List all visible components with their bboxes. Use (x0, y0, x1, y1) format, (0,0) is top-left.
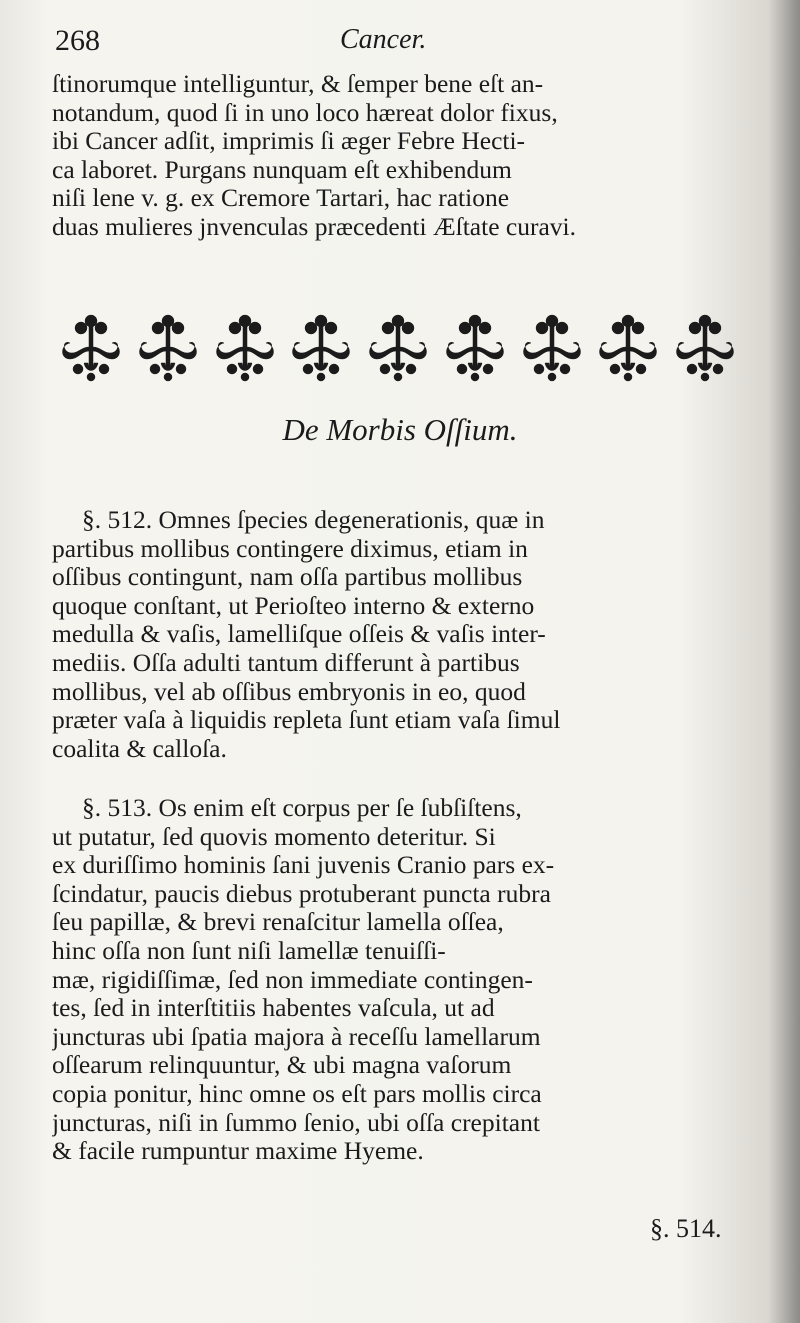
section-title: De Morbis Oſſium. (282, 412, 518, 447)
text-line: niſi lene v. g. ex Cremore Tartari, hac ratione (52, 184, 510, 213)
text-line: juncturas ubi ſpatia majora à receſſu lamellarum (52, 1022, 541, 1051)
text-line: copia ponitur, hinc omne os eſt pars mollis circa (52, 1079, 542, 1108)
fleuron-icon (595, 313, 661, 383)
text-line: mediis. Oſſa adulti tantum differunt à partibus (52, 648, 520, 677)
text-line: partibus mollibus contingere diximus, etiam in (52, 534, 528, 563)
text-line: duas mulieres jnvenculas præcedenti Æſtate curavi. (52, 212, 576, 241)
text-line: ſeu papillæ, & brevi renaſcitur lamella oſſea, (52, 908, 504, 937)
text-line: & facile rumpuntur maxime Hyeme. (52, 1137, 424, 1166)
fleuron-icon (212, 313, 278, 383)
text-line: tes, ſed in interſtitiis habentes vaſcula, ut ad (52, 994, 495, 1023)
text-line: oſſearum relinquuntur, & ubi magna vaſorum (52, 1051, 512, 1080)
text-line: ex duriſſimo hominis ſani juvenis Cranio pars ex- (52, 851, 555, 880)
running-head: Cancer. (340, 24, 427, 55)
text-line: ſcindatur, paucis diebus protuberant puncta rubra (52, 879, 551, 908)
text-line: coalita & calloſa. (52, 734, 227, 763)
text-line: ibi Cancer adſit, imprimis ſi æger Febre Hecti- (52, 127, 526, 156)
text-line: hinc oſſa non ſunt niſi lamellæ tenuiſſi- (52, 936, 446, 965)
paragraph-512 (52, 506, 742, 763)
text-line: §. 513. Os enim eſt corpus per ſe ſubſiſtens, (82, 794, 522, 822)
text-line: ut putatur, ſed quovis momento deteritur. Si (52, 822, 496, 851)
fleuron-icon (365, 313, 431, 383)
text-line: ſtinorumque intelliguntur, & ſemper bene eſt an- (52, 70, 544, 98)
page-header (55, 24, 745, 68)
fleuron-icon (672, 313, 738, 383)
fleuron-icon (519, 313, 585, 383)
intro-paragraph (52, 70, 742, 242)
paragraph-513 (52, 794, 742, 1166)
fleuron-icon (135, 313, 201, 383)
text-line: quoque conſtant, ut Perioſteo interno & externo (52, 591, 535, 620)
page-number: 268 (55, 24, 100, 57)
text-line: oſſibus contingunt, nam oſſa partibus mollibus (52, 563, 523, 592)
text-line: juncturas, niſi in ſummo ſenio, ubi oſſa crepitant (52, 1108, 540, 1137)
text-line: mollibus, vel ab oſſibus embryonis in eo, quod (52, 677, 526, 706)
fleuron-icon (442, 313, 508, 383)
fleuron-icon (58, 313, 124, 383)
text-line: medulla & vaſis, lamelliſque oſſeis & vaſis inter- (52, 620, 546, 649)
text-line: præter vaſa à liquidis repleta ſunt etiam vaſa ſimul (52, 706, 561, 735)
text-line: mæ, rigidiſſimæ, ſed non immediate contingen- (52, 965, 533, 994)
fleuron-ornament-row (58, 310, 738, 386)
text-line: §. 512. Omnes ſpecies degenerationis, quæ in (82, 506, 545, 534)
catchword: §. 514. (650, 1214, 722, 1243)
text-line: ca laboret. Purgans nunquam eſt exhibendum (52, 155, 512, 184)
text-line: notandum, quod ſi in uno loco hæreat dolor fixus, (52, 98, 558, 127)
fleuron-icon (288, 313, 354, 383)
